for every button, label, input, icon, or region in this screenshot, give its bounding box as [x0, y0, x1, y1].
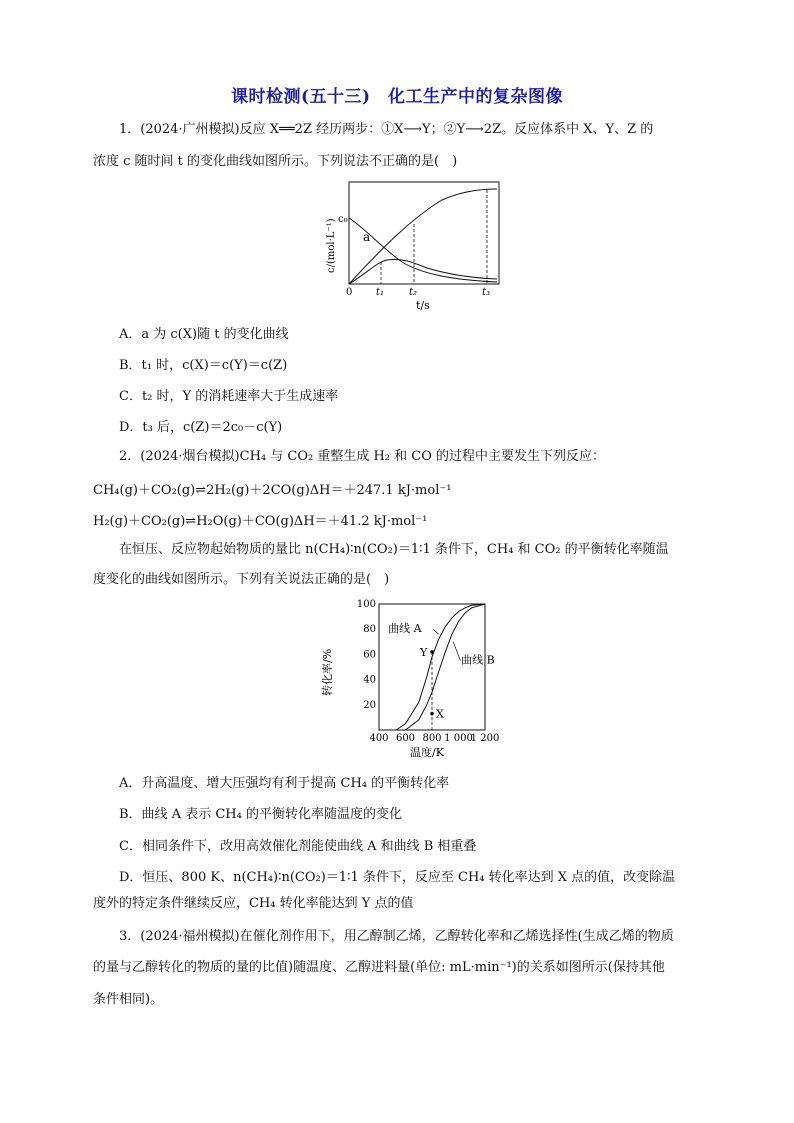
- q2-x-tick-label: 600: [395, 733, 416, 744]
- q1-curve-x: [349, 218, 497, 282]
- q2-stem-line1: 2．(2024·烟台模拟)CH₄ 与 CO₂ 重整生成 H₂ 和 CO 的过程中主要发生下列反应：: [119, 449, 606, 464]
- q2-option-c: C．相同条件下，改用高效催化剂能使曲线 A 和曲线 B 相重叠: [119, 839, 477, 854]
- q1-t3-label: t₃: [482, 287, 491, 298]
- q2-x-tick-label: 400: [369, 733, 389, 744]
- q2-point-x: [430, 712, 434, 716]
- q1-c0-label: c₀: [338, 214, 348, 225]
- q1-t2-label: t₂: [409, 287, 418, 298]
- q1-ylabel: c/(mol·L⁻¹): [326, 218, 337, 273]
- q2-option-b: B．曲线 A 表示 CH₄ 的平衡转化率随温度的变化: [119, 807, 402, 822]
- q2-conversion-chart: [315, 598, 505, 760]
- q2-y-tick-label: 40: [363, 674, 376, 686]
- q2-curve-a-leader: [433, 629, 438, 634]
- q2-point-y: [430, 650, 434, 654]
- q1-option-a: A．a 为 c(X)随 t 的变化曲线: [119, 327, 289, 342]
- q1-stem-line2: 浓度 c 随时间 t 的变化曲线如图所示。下列说法不正确的是( ): [93, 154, 458, 169]
- q3-stem-line1: 3．(2024·福州模拟)在催化剂作用下，用乙醇制乙烯，乙醇转化率和乙烯选择性(生成乙烯的物质: [119, 929, 674, 944]
- q2-stem-line3: 度变化的曲线如图所示。下列有关说法正确的是( ): [93, 572, 390, 587]
- q2-x-tick-label: 800: [422, 733, 442, 744]
- q2-y-tick-label: 80: [363, 624, 376, 636]
- q2-x-tick-label: 1 000: [444, 733, 473, 744]
- q1-stem-line1: 1．(2024·广州模拟)反应 X══2Z 经历两步：①X⟶Y；②Y⟶2Z。反应体系中 X、Y、Z 的: [119, 122, 654, 137]
- q2-x-tick-label: 1 200: [470, 733, 500, 744]
- page-title: 课时检测(五十三) 化工生产中的复杂图像: [230, 87, 564, 107]
- q3-stem-line2: 的量与乙醇转化的物质的量的比值)随温度、乙醇进料量(单位: mL·min⁻¹)的关系如图所示(保持其他: [93, 960, 665, 975]
- q2-y-tick-label: 60: [363, 649, 376, 661]
- q2-point-label-y: Y: [420, 645, 428, 659]
- q2-ylabel: 转化率/%: [321, 648, 334, 696]
- q2-option-d-line1: D．恒压、800 K、n(CH₄)∶n(CO₂)＝1∶1 条件下，反应至 CH₄ 转化率达到 X 点的值，改变除温: [119, 870, 676, 885]
- q1-origin-label: 0: [346, 287, 353, 298]
- q1-t1-label: t₁: [376, 287, 385, 298]
- q2-y-tick-label: 100: [356, 599, 376, 610]
- q1-option-b: B．t₁ 时，c(X)＝c(Y)＝c(Z): [119, 358, 288, 373]
- q2-option-d-line2: 度外的特定条件继续反应，CH₄ 转化率能达到 Y 点的值: [93, 896, 414, 911]
- q3-stem-line3: 条件相同)。: [93, 992, 164, 1007]
- q2-stem-line2: 在恒压、反应物起始物质的量比 n(CH₄)∶n(CO₂)＝1∶1 条件下，CH₄ 和 CO₂ 的平衡转化率随温: [119, 542, 669, 557]
- q1-option-d: D．t₃ 后，c(Z)＝2c₀－c(Y): [119, 420, 283, 435]
- q2-curve-b-leader: [453, 642, 460, 661]
- q1-xlabel: t/s: [416, 299, 430, 312]
- q1-option-c: C．t₂ 时，Y 的消耗速率大于生成速率: [119, 389, 339, 404]
- q1-curve-a-label: a: [363, 230, 371, 244]
- q2-xlabel: 温度/K: [410, 746, 444, 759]
- q2-equation-2: H₂(g)＋CO₂(g)⇌H₂O(g)＋CO(g)ΔH＝＋41.2 kJ·mol⁻¹: [93, 514, 428, 529]
- q2-curve-a-label: 曲线 A: [388, 622, 422, 636]
- q2-point-label-x: X: [436, 707, 444, 721]
- q2-y-tick-label: 20: [363, 699, 376, 711]
- q2-curve-b-label: 曲线 B: [461, 653, 495, 667]
- q2-equation-1: CH₄(g)＋CO₂(g)⇌2H₂(g)＋2CO(g)ΔH＝＋247.1 kJ·mol⁻¹: [93, 483, 452, 498]
- q1-concentration-chart: [312, 178, 502, 313]
- q2-option-a: A．升高温度、增大压强均有利于提高 CH₄ 的平衡转化率: [119, 776, 450, 791]
